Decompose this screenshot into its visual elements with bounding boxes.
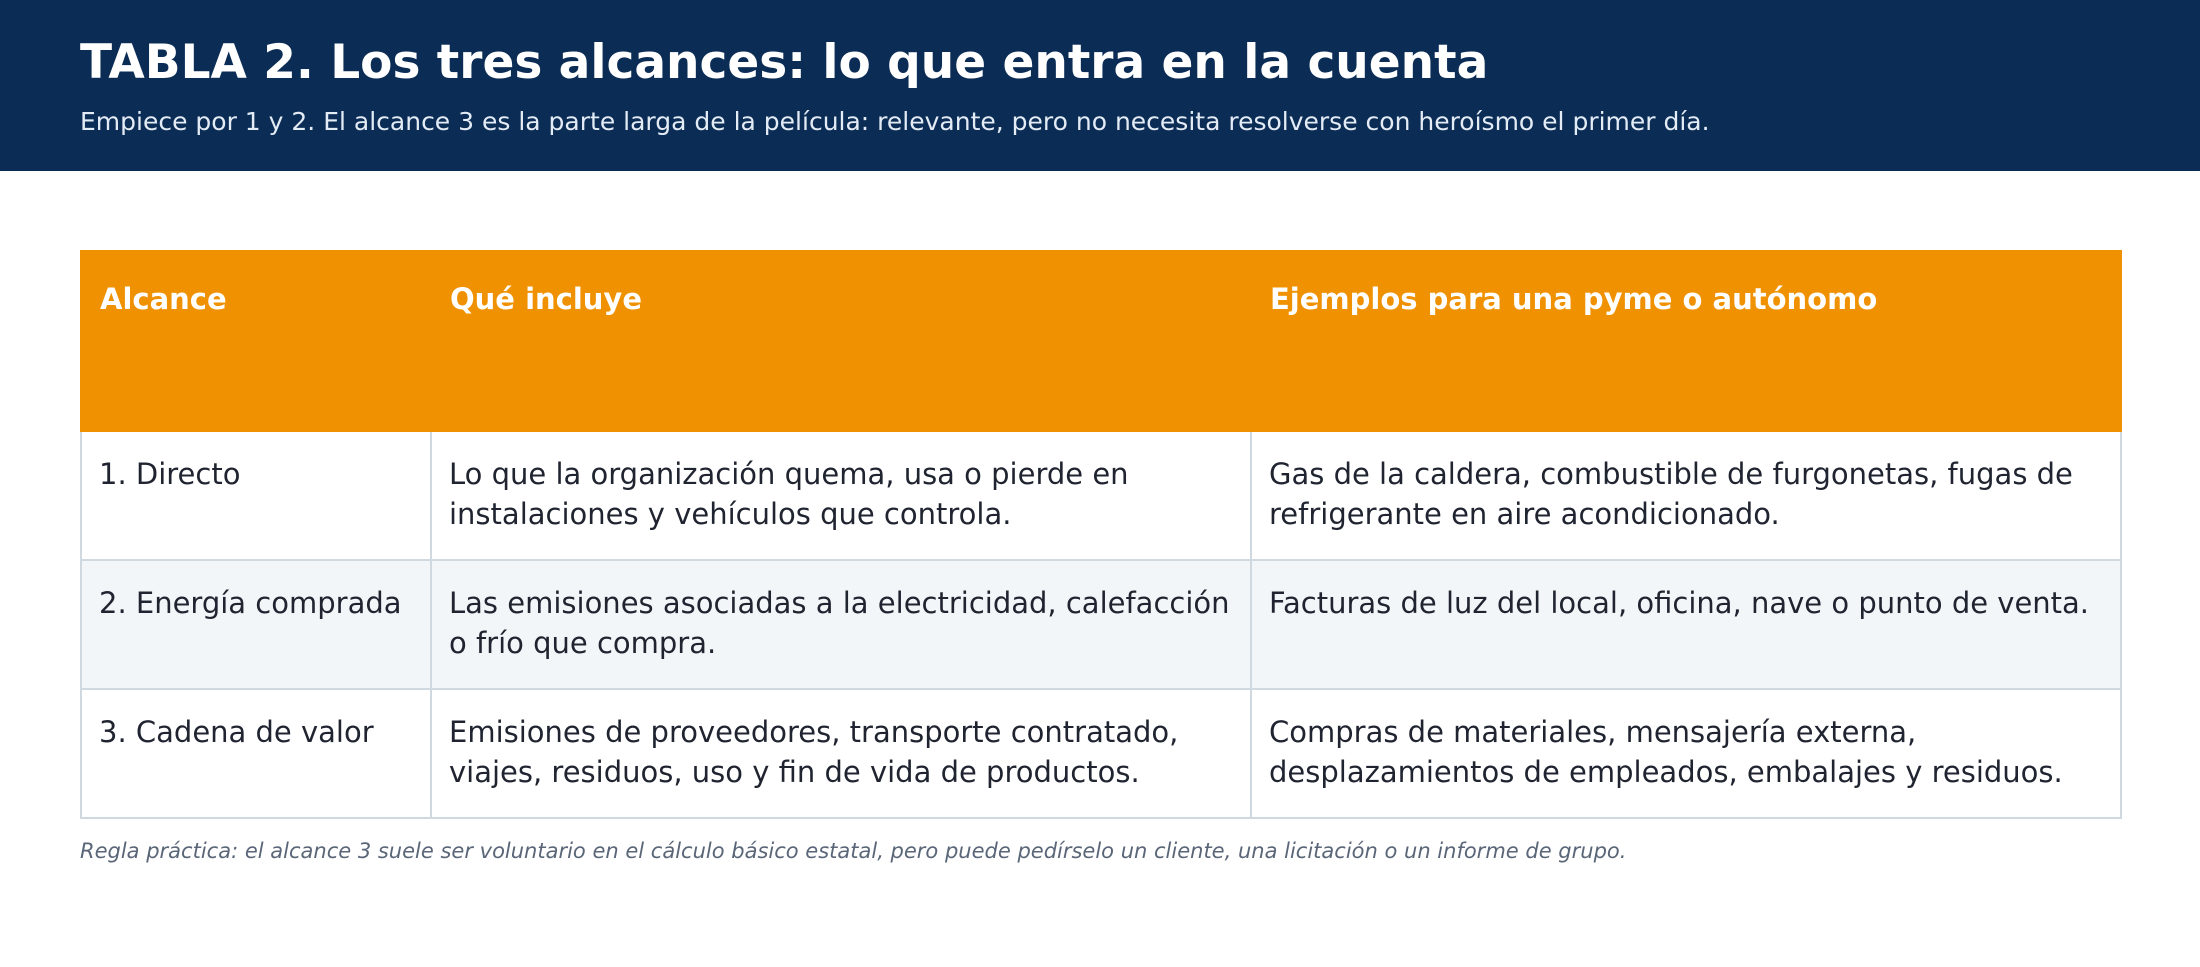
scope-cell: 2. Energía comprada — [81, 560, 431, 689]
table-row — [81, 560, 2121, 689]
examples-cell: Facturas de luz del local, oficina, nave o punto de venta. — [1251, 560, 2121, 689]
scope-cell: 1. Directo — [81, 431, 431, 560]
column-header-alcance: Alcance — [81, 251, 431, 431]
scope-cell: 3. Cadena de valor — [81, 689, 431, 818]
table-header-row — [81, 251, 2121, 431]
examples-cell: Gas de la caldera, combustible de furgonetas, fugas de refrigerante en aire acondicionado. — [1251, 431, 2121, 560]
footnote: Regla práctica: el alcance 3 suele ser voluntario en el cálculo básico estatal, pero puede pedírselo un cliente, una licitación o un informe de grupo. — [80, 839, 1627, 863]
table-row — [81, 689, 2121, 818]
page-subtitle: Empiece por 1 y 2. El alcance 3 es la parte larga de la película: relevante, pero no necesita resolverse con heroísmo el primer día. — [80, 107, 1710, 136]
table-row — [81, 431, 2121, 560]
scopes-table — [80, 250, 2122, 819]
includes-cell: Emisiones de proveedores, transporte contratado, viajes, residuos, uso y fin de vida de productos. — [431, 689, 1251, 818]
examples-cell: Compras de materiales, mensajería externa, desplazamientos de empleados, embalajes y residuos. — [1251, 689, 2121, 818]
page-header — [0, 0, 2200, 171]
includes-cell: Lo que la organización quema, usa o pierde en instalaciones y vehículos que controla. — [431, 431, 1251, 560]
page-title: TABLA 2. Los tres alcances: lo que entra en la cuenta — [80, 35, 1489, 90]
column-header-que-incluye: Qué incluye — [431, 251, 1251, 431]
includes-cell: Las emisiones asociadas a la electricidad, calefacción o frío que compra. — [431, 560, 1251, 689]
column-header-ejemplos: Ejemplos para una pyme o autónomo — [1251, 251, 2121, 431]
